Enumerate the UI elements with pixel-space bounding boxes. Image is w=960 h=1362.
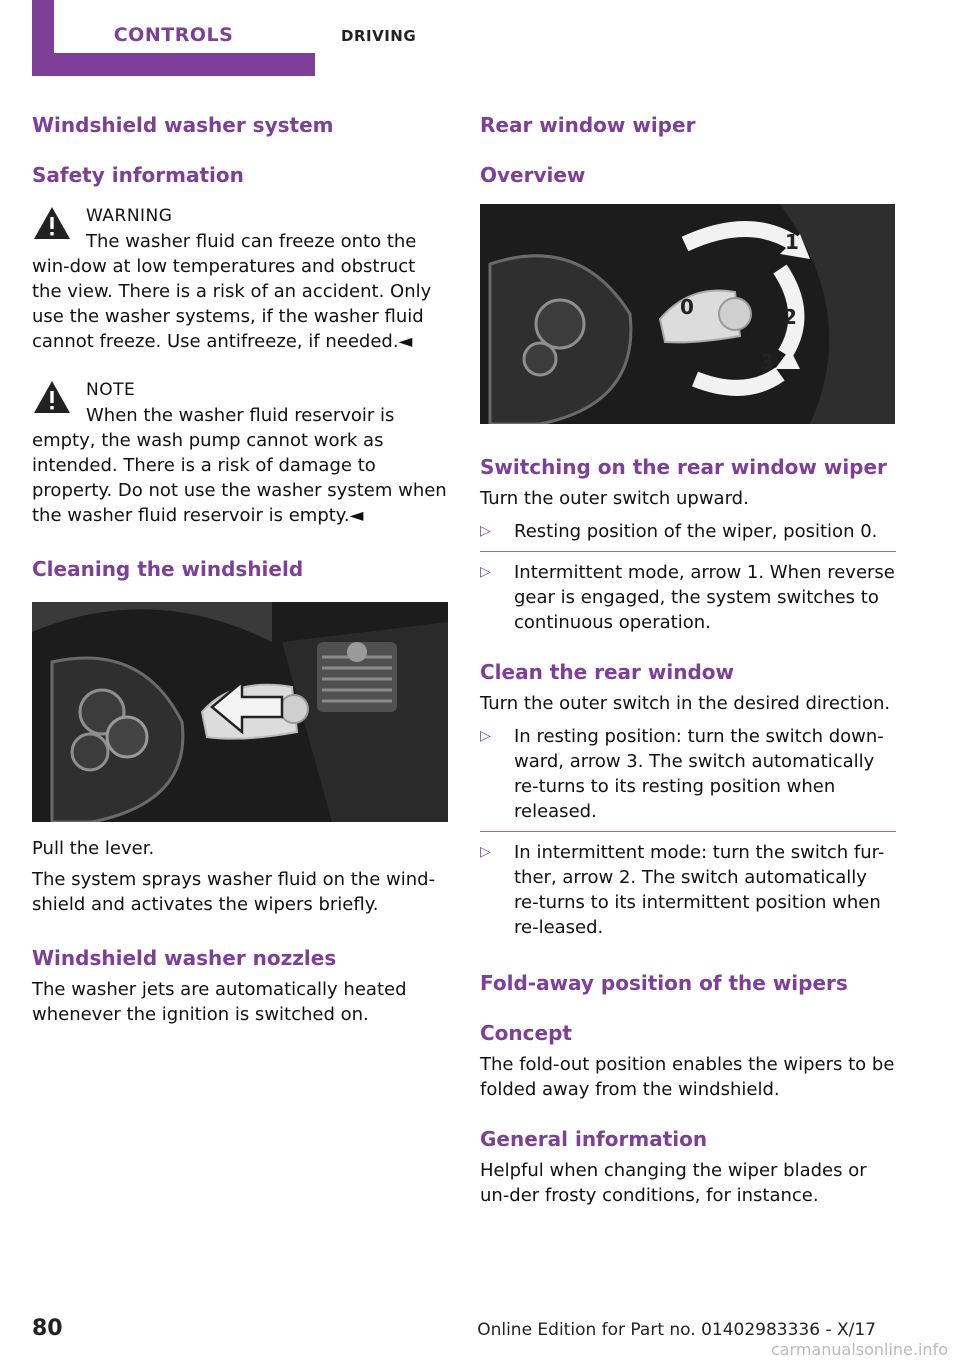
figure-label: 0 — [680, 295, 694, 319]
lever-pull-image — [32, 602, 448, 822]
right-column — [480, 100, 896, 1208]
tab-controls[interactable] — [32, 0, 315, 76]
list-item-text: Intermittent mode, arrow 1. When reverse gear is engaged, the system switches to continuous operation. — [514, 562, 895, 633]
page-number: 80 — [32, 1316, 63, 1341]
heading-concept: Concept — [480, 1021, 572, 1045]
heading-clean-rear-window: Clean the rear window — [480, 660, 734, 684]
heading-windshield-washer-nozzles: Windshield washer nozzles — [32, 946, 337, 970]
text-general: Helpful when changing the wiper blades or un-der frosty conditions, for instance. — [480, 1160, 867, 1206]
triangle-bullet-icon: ▷ — [480, 564, 491, 580]
warning-title: WARNING — [86, 206, 173, 226]
text-turn-upward: Turn the outer switch upward. — [480, 488, 749, 509]
list-item — [480, 519, 896, 544]
text-concept: The fold-out position enables the wipers to be folded away from the windshield. — [480, 1054, 895, 1100]
figure-label: 2 — [783, 305, 797, 329]
list-separator — [480, 831, 896, 832]
list-item — [480, 560, 896, 635]
note-text: When the washer fluid reservoir is empty, the wash pump cannot work as intended. There is a risk of damage to property. Do not use the washer system when the washer fluid reservoir is empty.◄ — [32, 405, 447, 526]
heading-rear-window-wiper: Rear window wiper — [480, 113, 696, 137]
warning-text: The washer fluid can freeze onto the win-dow at low temperatures and obstruct the view. There is a risk of an accident. Only use the washer systems, if the washer fluid cannot freeze. Use antifreeze, if needed.◄ — [32, 231, 432, 352]
triangle-bullet-icon: ▷ — [480, 844, 491, 860]
list-item — [480, 840, 896, 940]
lever-pull-illustration — [32, 602, 448, 822]
list-item-text: In resting position: turn the switch down-ward, arrow 3. The switch automatically re-turns to its resting position when released. — [514, 726, 884, 822]
warning-icon — [32, 378, 72, 416]
triangle-bullet-icon: ▷ — [480, 523, 491, 539]
list-cleaning — [480, 724, 896, 940]
text-turn-direction: Turn the outer switch in the desired direction. — [480, 693, 891, 714]
heading-windshield-washer-system: Windshield washer system — [32, 113, 334, 137]
list-item — [480, 724, 896, 824]
list-switching — [480, 519, 896, 635]
rear-wiper-illustration — [480, 204, 895, 424]
text-pull-lever: Pull the lever. — [32, 838, 155, 859]
text-nozzles: The washer jets are automatically heated whenever the ignition is switched on. — [32, 979, 407, 1025]
note-block — [32, 378, 448, 528]
list-item-text: Resting position of the wiper, position 0. — [514, 521, 878, 542]
left-column — [32, 100, 448, 1027]
heading-switching-on-rear-wiper: Switching on the rear window wiper — [480, 455, 887, 479]
heading-cleaning-the-windshield: Cleaning the windshield — [32, 557, 304, 581]
tab-driving[interactable]: DRIVING — [341, 27, 417, 45]
footer-edition: Online Edition for Part no. 01402983336 - X/17 — [477, 1320, 876, 1340]
rear-wiper-switch-image — [480, 204, 895, 424]
heading-general-information: General information — [480, 1127, 708, 1151]
list-item-text: In intermittent mode: turn the switch fur-ther, arrow 2. The switch automatically re-turns to its intermittent position when re-leased. — [514, 842, 885, 938]
text-system-sprays: The system sprays washer fluid on the wind-shield and activates the wipers briefly. — [32, 869, 436, 915]
watermark: carmanualsonline.info — [770, 1340, 948, 1359]
warning-icon — [32, 204, 72, 242]
figure-label: 1 — [785, 230, 799, 254]
warning-block — [32, 204, 448, 354]
heading-safety-information: Safety information — [32, 163, 244, 187]
triangle-bullet-icon: ▷ — [480, 728, 491, 744]
tab-controls-label: CONTROLS — [113, 24, 234, 46]
list-separator — [480, 551, 896, 552]
heading-fold-away-position: Fold-away position of the wipers — [480, 971, 848, 995]
note-title: NOTE — [86, 380, 136, 400]
heading-overview: Overview — [480, 163, 586, 187]
figure-label: 3 — [760, 350, 774, 374]
